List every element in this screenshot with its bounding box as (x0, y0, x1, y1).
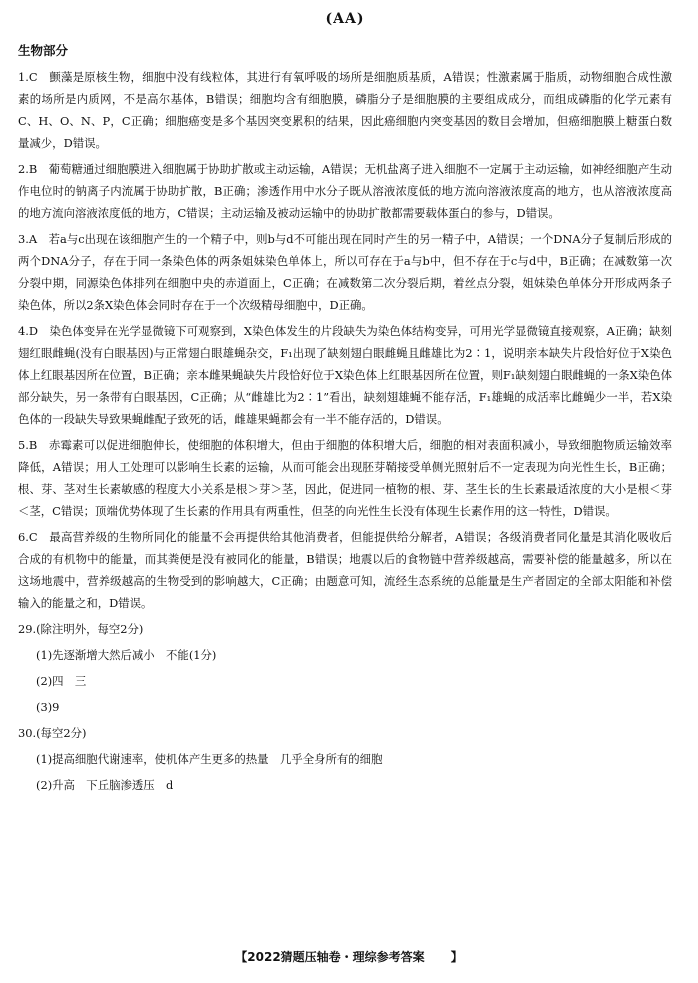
block-heading: 30.(每空2分) (18, 726, 87, 740)
question-explanation: 染色体变异在光学显微镜下可观察到，X染色体发生的片段缺失为染色体结构变异，可用光学显微镜直接观察，A正确；缺刻翅红眼雌蝇(没有白眼基因)与正常翅白眼雄蝇杂交，F₁出现了缺刻翅白眼雌蝇且雌雄比为2∶1，说明亲本缺失片段恰好位于X染色体上红眼基因所在位置，B正确；亲本雌果蝇缺失片段恰好位于X染色体上红眼基因所在位置，则F₁缺刻翅白眼雌蝇的一条X染色体部分缺失，另一条带有白眼基因，C正确；从“雌雄比为2∶1”看出，缺刻翅雄蝇不能存活，F₁雄蝇的成活率比雌蝇少一半，若X染色体的一段缺失导致果蝇雌配子致死的话，雌雄果蝇都会有一半不能存活的，D错误。 (18, 324, 672, 426)
question-number: 2. (18, 162, 29, 176)
sub-answer: (2)升高 下丘脑渗透压 d (36, 778, 174, 792)
question-answer: B (28, 438, 38, 452)
question-item (18, 320, 672, 430)
question-item (18, 434, 672, 522)
question-answer: B (28, 162, 38, 176)
question-item (18, 228, 672, 316)
sub-answer: (1)先逐渐增大然后减小 不能(1分) (36, 648, 217, 662)
question-number: 3. (18, 232, 29, 246)
question-item (18, 526, 672, 614)
question-number: 1. (18, 70, 29, 84)
paper-code: (AA) (325, 11, 365, 27)
sub-answer: (3)9 (36, 700, 60, 714)
sub-answer: (1)提高细胞代谢速率，使机体产生更多的热量 几乎全身所有的细胞 (36, 752, 383, 766)
question-answer: A (28, 232, 38, 246)
question-explanation: 颤藻是原核生物，细胞中没有线粒体，其进行有氧呼吸的场所是细胞质基质，A错误；性激素属于脂质，动物细胞合成性激素的场所是内质网，不是高尔基体，B错误；细胞均含有细胞膜，磷脂分子是细胞膜的主要组成成分，而组成磷脂的化学元素有C、H、O、N、P，C正确；细胞癌变是多个基因突变累积的结果，因此癌细胞内突变基因的数目会增加，但癌细胞膜上糖蛋白数量减少，D错误。 (18, 70, 672, 150)
question-answer: C (28, 530, 38, 544)
question-number: 4. (18, 324, 29, 338)
question-explanation: 若a与c出现在该细胞产生的一个精子中，则b与d不可能出现在同时产生的另一精子中，A错误；一个DNA分子复制后形成的两个DNA分子，存在于同一条染色体的两条姐妹染色单体上，所以可存在于a与b中，但不存在于c与d中，B正确；在减数第一次分裂中期，同源染色体排列在细胞中央的赤道面上，C正确；在减数第二次分裂后期，着丝点分裂，姐妹染色单体分开形成两条子染色体，所以2条X染色体会同时存在于一个次级精母细胞中，D正确。 (18, 232, 672, 312)
question-list (18, 66, 672, 614)
answer-block-29 (18, 618, 672, 718)
question-explanation: 赤霉素可以促进细胞伸长，使细胞的体积增大，但由于细胞的体积增大后，细胞的相对表面积减小，导致细胞物质运输效率降低，A错误；用人工处理可以影响生长素的运输，从而可能会出现胚芽鞘接受单侧光照射后不一定表现为向光性生长，B正确；根、芽、茎对生长素敏感的程度大小关系是根＞芽＞茎，因此，促进同一植物的根、芽、茎生长的生长素最适浓度的大小是根＜芽＜茎，C错误；顶端优势体现了生长素的作用具有两重性，但茎的向光性生长没有体现生长素作用的这一特性，D错误。 (18, 438, 672, 518)
question-answer: C (28, 70, 38, 84)
question-explanation: 葡萄糖通过细胞膜进入细胞属于协助扩散或主动运输，A错误；无机盐离子进入细胞不一定属于主动运输，如神经细胞产生动作电位时的钠离子内流属于协助扩散，B正确；渗透作用中水分子既从溶液浓度低的地方流向溶液浓度高的地方，也从溶液浓度高的地方流向溶液浓度低的地方，C错误；主动运输及被动运输中的协助扩散都需要载体蛋白的参与，D错误。 (18, 162, 672, 220)
page-footer (0, 948, 698, 965)
footer-title: 【2022猜题压轴卷・理综参考答案 (235, 950, 425, 964)
question-answer: D (28, 324, 39, 338)
question-number: 6. (18, 530, 29, 544)
question-item (18, 158, 672, 224)
block-heading: 29.(除注明外，每空2分) (18, 622, 144, 636)
footer-bracket: 】 (450, 950, 463, 964)
answer-block-30 (18, 722, 672, 796)
question-item (18, 66, 672, 154)
sub-answer: (2)四 三 (36, 674, 87, 688)
question-number: 5. (18, 438, 29, 452)
section-title: 生物部分 (18, 43, 69, 58)
question-explanation: 最高营养级的生物所同化的能量不会再提供给其他消费者，但能提供给分解者，A错误；各级消费者同化量是其消化吸收后合成的有机物中的能量，而其粪便是没有被同化的能量，B错误；地震以后的食物链中营养级越高，需要补偿的能量越多，所以在这场地震中，营养级越高的生物受到的影响越大，C正确；由题意可知，流经生态系统的总能量是生产者固定的全部太阳能和补偿输入的能量之和，D错误。 (18, 530, 672, 610)
